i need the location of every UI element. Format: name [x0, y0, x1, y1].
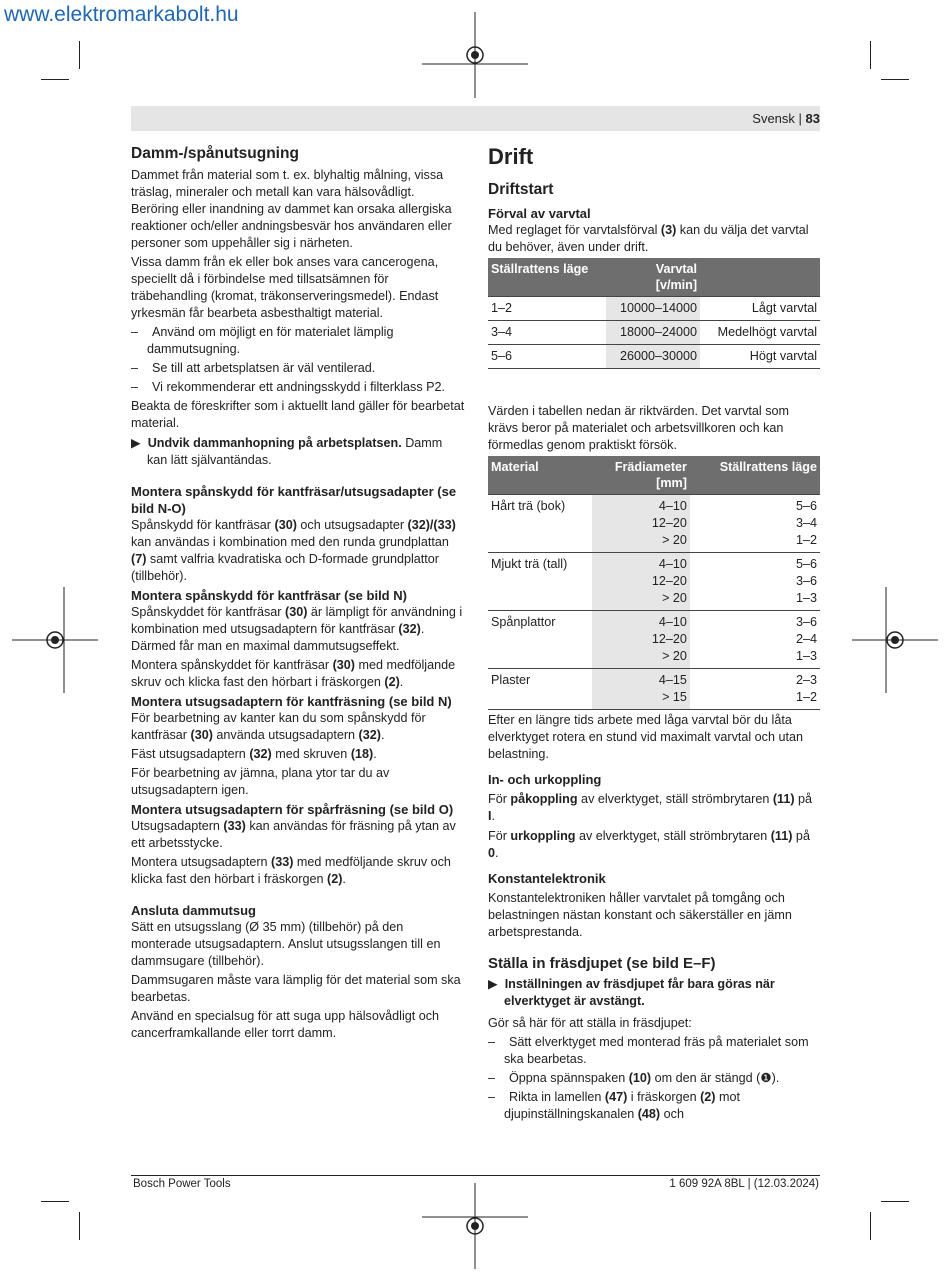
table-cell: 5–6 3–4 1–2	[690, 495, 820, 553]
dash-text: Sätt elverktyget med monterad fräs på materialet som ska bearbetas.	[504, 1035, 809, 1066]
paragraph: För bearbetning av kanter kan du som spånskydd för kantfräsar (30) använda utsugsadaptern (32).	[131, 711, 426, 742]
paragraph: Gör så här för att ställa in fräsdjupet:	[488, 1016, 692, 1030]
warning-item: ▶ Inställningen av fräsdjupet får bara göras när elverktyget är avstängt.	[488, 977, 775, 1008]
crop-mark	[881, 79, 909, 80]
registration-mark-icon	[420, 10, 530, 100]
dash-text: Vi rekommenderar ett andningsskydd i filterklass P2.	[152, 380, 446, 394]
paragraph: Montera spånskyddet för kantfräsar (30) med medföljande skruv och klicka fast den hörbart i fräskorgen (2).	[131, 658, 456, 689]
paragraph: Dammet från material som t. ex. blyhaltig målning, vissa träslag, mineraler och metall kan vara hälsovådligt. Beröring eller inandning av dammet kan orsaka allergiska reaktioner och/eller andningsbesvär hos användaren eller personer som uppehåller sig i närheten.	[131, 168, 452, 250]
crop-mark	[41, 1201, 69, 1202]
table-cell: Hårt trä (bok)	[488, 495, 592, 553]
dash-item: – Öppna spännspaken (10) om den är stängd (❶).	[488, 1071, 780, 1085]
right-column	[488, 142, 820, 1125]
table-cell: 4–10 12–20 > 20	[592, 495, 690, 553]
dash-item: – Rikta in lamellen (47) i fräskorgen (2) mot djupinställningskanalen (48) och	[488, 1090, 741, 1121]
table-row	[488, 495, 820, 553]
material-table	[488, 456, 820, 710]
table-cell: 18000–24000	[606, 321, 701, 345]
table-header: Ställrattens läge	[690, 456, 820, 495]
paragraph: För påkoppling av elverktyget, ställ strömbrytaren (11) på I.	[488, 792, 813, 823]
paragraph: Använd en specialsug för att suga upp hälsovådligt och cancerframkallande eller torrt damm.	[131, 1009, 440, 1040]
heading-stalla: Ställa in fräsdjupet (se bild E–F)	[488, 955, 716, 972]
watermark: www.elektromarkabolt.hu	[4, 3, 239, 26]
table-cell: Högt varvtal	[700, 345, 820, 369]
warning-bold: Inställningen av fräsdjupet får bara göras när elverktyget är avstängt.	[504, 977, 775, 1008]
table-cell: 1–2	[488, 297, 606, 321]
dash-item: – Sätt elverktyget med monterad fräs på materialet som ska bearbetas.	[488, 1035, 809, 1066]
heading-konstantelektronik: Konstantelektronik	[488, 871, 606, 886]
dash-text: Använd om möjligt en för materialet lämplig dammutsugning.	[147, 325, 394, 356]
footer-brand: Bosch Power Tools	[133, 1178, 231, 1190]
table-header: Ställrattens läge	[488, 258, 606, 297]
paragraph: För urkoppling av elverktyget, ställ strömbrytaren (11) på 0.	[488, 829, 810, 860]
crop-mark	[79, 41, 80, 69]
crop-mark	[870, 1212, 871, 1240]
paragraph: Efter en längre tids arbete med låga varvtal bör du låta elverktyget rotera en stund vid maximalt varvtal och utan belastning.	[488, 713, 803, 761]
paragraph: Sätt en utsugsslang (Ø 35 mm) (tillbehör) på den monterade utsugsadaptern. Anslut utsugsslangen till en dammsugare (tillbehör).	[131, 920, 441, 968]
heading-montera-1: Montera spånskydd för kantfräsar/utsugsadapter (se bild N-O)	[131, 484, 457, 516]
dash-item: – Vi rekommenderar ett andningsskydd i filterklass P2.	[131, 380, 446, 394]
paragraph: Utsugsadaptern (33) kan användas för fräsning på ytan av ett arbetsstycke.	[131, 819, 456, 850]
table-cell: 4–10 12–20 > 20	[592, 611, 690, 669]
left-column	[131, 142, 465, 1044]
numbered-circle-icon: ❶	[760, 1071, 772, 1085]
crop-mark	[881, 1201, 909, 1202]
paragraph: Montera utsugsadaptern (33) med medföljande skruv och klicka fast den hörbart i fräskorgen (2).	[131, 855, 451, 886]
crop-mark	[41, 79, 69, 80]
paragraph: Beakta de föreskrifter som i aktuellt land gäller för bearbetat material.	[131, 399, 465, 430]
warning-text: Damm kan lätt självantändas.	[147, 436, 443, 467]
heading-ansluta: Ansluta dammutsug	[131, 903, 256, 918]
table-row	[488, 553, 820, 611]
paragraph: Vissa damm från ek eller bok anses vara cancerogena, speciellt då i förbindelse med tillsatsämnen för träbehandling (kromat, träkonserveringsmedel). Endast yrkesmän får bearbeta asbesthaltigt material.	[131, 255, 439, 320]
paragraph: Med reglaget för varvtalsförval (3) kan du välja det varvtal du behöver, även under drift.	[488, 223, 809, 254]
dash-item: – Se till att arbetsplatsen är väl ventilerad.	[131, 361, 376, 375]
speed-table	[488, 258, 820, 369]
registration-mark-icon	[10, 585, 100, 695]
page-header: Svensk | 83	[752, 111, 820, 126]
paragraph: Spånskydd för kantfräsar (30) och utsugsadapter (32)/(33) kan användas i kombination med den runda grundplattan (7) samt valfria kvadratiska och D-formade grundplattor (tillbehör).	[131, 518, 456, 583]
table-cell: 4–15 > 15	[592, 669, 690, 710]
heading-montera-2: Montera spånskydd för kantfräsar (se bild N)	[131, 588, 407, 603]
table-cell: 26000–30000	[606, 345, 701, 369]
table-cell: 2–3 1–2	[690, 669, 820, 710]
header-bar	[131, 106, 820, 131]
heading-driftstart: Driftstart	[488, 181, 554, 198]
page-number: 83	[805, 111, 820, 126]
paragraph: Värden i tabellen nedan är riktvärden. Det varvtal som krävs beror på materialet och arbetsvillkoren och kan förmedlas genom praktiskt försök.	[488, 404, 790, 452]
table-header	[700, 258, 820, 297]
dash-item: – Använd om möjligt en för materialet lämplig dammutsugning.	[131, 325, 394, 356]
table-cell: Mjukt trä (tall)	[488, 553, 592, 611]
crop-mark	[870, 41, 871, 69]
warning-bold: Undvik dammanhopning på arbetsplatsen.	[147, 436, 402, 450]
paragraph: Konstantelektroniken håller varvtalet på tomgång och belastningen nästan konstant och säkerställer en jämn arbetsprestanda.	[488, 891, 792, 939]
heading-drift: Drift	[488, 144, 534, 169]
table-header: Frädiameter [mm]	[592, 456, 690, 495]
table-cell: Medelhögt varvtal	[700, 321, 820, 345]
heading-damm: Damm-/spånutsugning	[131, 145, 299, 162]
footer-rule	[131, 1175, 820, 1176]
table-cell: 3–4	[488, 321, 606, 345]
registration-mark-icon	[420, 1181, 530, 1271]
table-cell: 3–6 2–4 1–3	[690, 611, 820, 669]
heading-montera-3: Montera utsugsadaptern för kantfräsning (se bild N)	[131, 694, 452, 709]
table-cell: 5–6 3–6 1–3	[690, 553, 820, 611]
table-cell: Lågt varvtal	[700, 297, 820, 321]
table-row	[488, 297, 820, 321]
table-row	[488, 345, 820, 369]
footer-doc-id: 1 609 92A 8BL | (12.03.2024)	[669, 1178, 819, 1190]
heading-in-urkoppling: In- och urkoppling	[488, 772, 602, 787]
table-row	[488, 321, 820, 345]
table-row	[488, 611, 820, 669]
table-cell: 5–6	[488, 345, 606, 369]
table-row	[488, 669, 820, 710]
heading-montera-4: Montera utsugsadaptern för spårfräsning (se bild O)	[131, 802, 454, 817]
warning-item: ▶ Undvik dammanhopning på arbetsplatsen. Damm kan lätt självantändas.	[131, 436, 443, 467]
paragraph: Spånskyddet för kantfräsar (30) är lämpligt för användning i kombination med utsugsadaptern för kantfräsar (32). Därmed får man en maximal dammutsugseffekt.	[131, 605, 463, 653]
heading-forval: Förval av varvtal	[488, 206, 591, 221]
table-cell: 10000–14000	[606, 297, 701, 321]
dash-text: Se till att arbetsplatsen är väl ventilerad.	[152, 361, 376, 375]
table-cell: Plaster	[488, 669, 592, 710]
table-header: Material	[488, 456, 592, 495]
paragraph: Fäst utsugsadaptern (32) med skruven (18).	[131, 747, 377, 761]
table-header: Varvtal [v/min]	[606, 258, 701, 297]
paragraph: För bearbetning av jämna, plana ytor tar du av utsugsadaptern igen.	[131, 766, 390, 797]
paragraph: Dammsugaren måste vara lämplig för det material som ska bearbetas.	[131, 973, 461, 1004]
table-cell: 4–10 12–20 > 20	[592, 553, 690, 611]
table-cell: Spånplattor	[488, 611, 592, 669]
header-language: Svensk	[752, 111, 795, 126]
crop-mark	[79, 1212, 80, 1240]
registration-mark-icon	[850, 585, 940, 695]
